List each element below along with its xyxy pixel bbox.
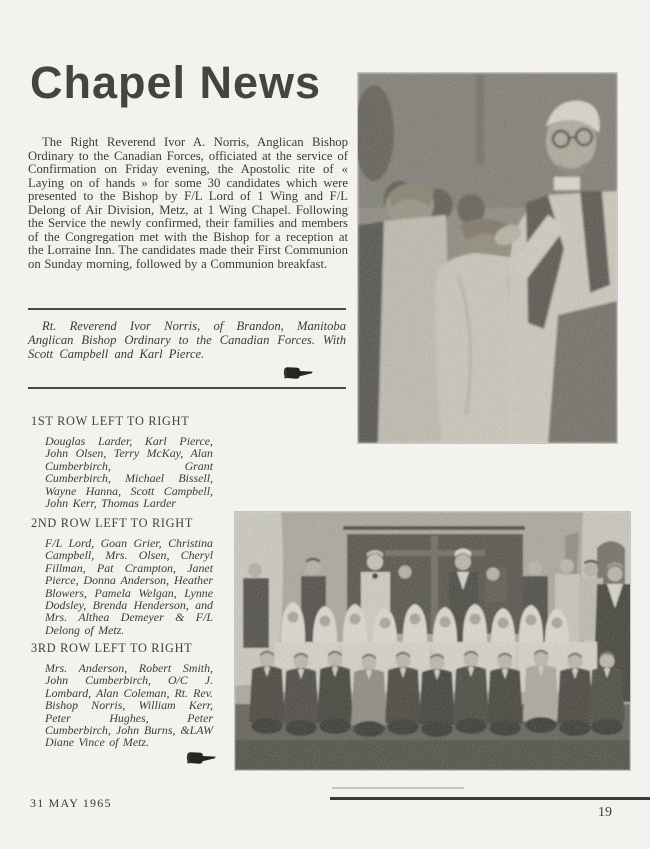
pointing-hand-glyph (283, 365, 313, 380)
pointing-hand-icon (283, 365, 313, 380)
photo-confirmation-group-image (235, 512, 630, 770)
row-3-heading: 3RD ROW LEFT TO RIGHT (31, 641, 193, 655)
photo-confirmation-rite-image (358, 73, 617, 443)
row-3-names: Mrs. Anderson, Robert Smith, John Cumberbirch, O/C J. Lombard, Alan Coleman, Rt. Rev. Bishop Norris, William Kerr, Peter Hughes, Peter Cumberbirch, John Burns, &LAW Diane Vince of Metz. (45, 661, 213, 750)
issue-date: 31 MAY 1965 (30, 796, 112, 810)
pointing-hand-icon (186, 750, 216, 765)
photo-confirmation-group (235, 512, 630, 770)
page-number: 19 (598, 805, 612, 820)
row-1-names: Douglas Larder, Karl Pierce, John Olsen, Terry McKay, Alan Cumberbirch, Grant Cumberbirch, Michael Bissell, Wayne Hanna, Scott Campbell, John Kerr, Thomas Larder (45, 434, 213, 511)
caption-rule-top (28, 308, 346, 310)
row-list-2 (31, 516, 223, 636)
row-1-heading: 1ST ROW LEFT TO RIGHT (31, 414, 190, 428)
article-paragraph: The Right Reverend Ivor A. Norris, Anglican Bishop Ordinary to the Canadian Forces, officiated at the service of Confirmation on Friday evening, the Apostolic rite of « Laying on of hands » for some 30 candidates which were presented to the Bishop by F/L Lord of 1 Wing and F/L Delong of Air Division, Metz, at 1 Wing Chapel. Following the Service the newly confirmed, their families and members of the Congregation met with the Bishop for a reception at the Lorraine Inn. The candidates made their First Communion on Sunday morning, followed by a Communion breakfast. (28, 135, 348, 271)
pointing-hand-glyph (186, 750, 216, 765)
footer-rule (330, 797, 650, 800)
photo-confirmation-rite (358, 73, 617, 443)
row-2-names: F/L Lord, Goan Grier, Christina Campbell, Mrs. Olsen, Cheryl Fillman, Pat Crampton, Janet Pierce, Donna Anderson, Heather Blowers, Pamela Welgan, Lynne Dodsley, Brenda Henderson, and Mrs. Althea Demeyer & F/L Delong of Metz. (45, 536, 213, 637)
caption-rule-bottom (28, 387, 346, 389)
page-title: Chapel News (30, 57, 322, 108)
row-2-heading: 2ND ROW LEFT TO RIGHT (31, 516, 194, 530)
row-list-1 (31, 414, 223, 509)
footer-rule-faint (332, 787, 464, 789)
photo-caption: Rt. Reverend Ivor Norris, of Brandon, Manitoba Anglican Bishop Ordinary to the Canadian Forces. With Scott Campbell and Karl Pierce. (28, 319, 346, 361)
row-list-3 (31, 641, 223, 749)
